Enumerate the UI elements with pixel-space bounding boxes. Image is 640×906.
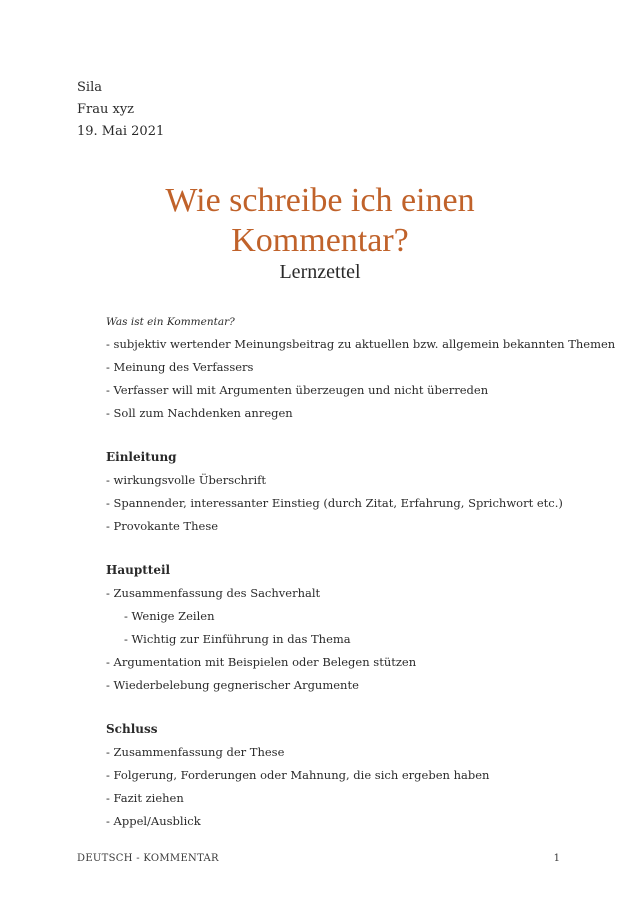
document-header [77, 77, 164, 143]
document-body [106, 311, 616, 833]
author-name: Sila [77, 80, 102, 95]
list-item: - Provokante These [106, 519, 219, 533]
footer-label: DEUTSCH - KOMMENTAR [77, 853, 219, 864]
section-heading: Hauptteil [106, 563, 171, 577]
intro-question: Was ist ein Kommentar? [106, 316, 235, 328]
sub-list-item: - Wichtig zur Einführung in das Thema [124, 632, 351, 646]
document-subtitle: Lernzettel [279, 261, 361, 283]
hauptteil-section [106, 559, 586, 697]
list-item: - Meinung des Verfassers [106, 360, 254, 374]
list-item: - Appel/Ausblick [106, 814, 201, 828]
list-item: - Zusammenfassung des Sachverhalt [106, 586, 321, 600]
list-item: - Fazit ziehen [106, 791, 184, 805]
teacher-name: Frau xyz [77, 102, 135, 117]
list-item: - wirkungsvolle Überschrift [106, 473, 267, 487]
einleitung-section [106, 446, 586, 538]
list-item: - Zusammenfassung der These [106, 745, 285, 759]
section-heading: Einleitung [106, 450, 177, 464]
list-item: - Spannender, interessanter Einstieg (durch Zitat, Erfahrung, Sprichwort etc.) [106, 496, 563, 510]
list-item: - subjektiv wertender Meinungsbeitrag zu aktuellen bzw. allgemein bekannten Themen [106, 337, 616, 351]
page-number: 1 [553, 853, 560, 864]
title-line-2: Kommentar? [231, 222, 409, 259]
document-date: 19. Mai 2021 [77, 124, 165, 139]
title-line-1: Wie schreibe ich einen [165, 182, 475, 219]
sub-list-item: - Wenige Zeilen [124, 609, 215, 623]
list-item: - Folgerung, Forderungen oder Mahnung, die sich ergeben haben [106, 768, 490, 782]
list-item: - Soll zum Nachdenken anregen [106, 406, 293, 420]
list-item: - Argumentation mit Beispielen oder Belegen stützen [106, 655, 417, 669]
list-item: - Wiederbelebung gegnerischer Argumente [106, 678, 359, 692]
list-item: - Verfasser will mit Argumenten überzeugen und nicht überreden [106, 383, 489, 397]
document-title [0, 181, 640, 261]
schluss-section [106, 718, 586, 833]
section-heading: Schluss [106, 722, 158, 736]
intro-section [106, 311, 616, 425]
